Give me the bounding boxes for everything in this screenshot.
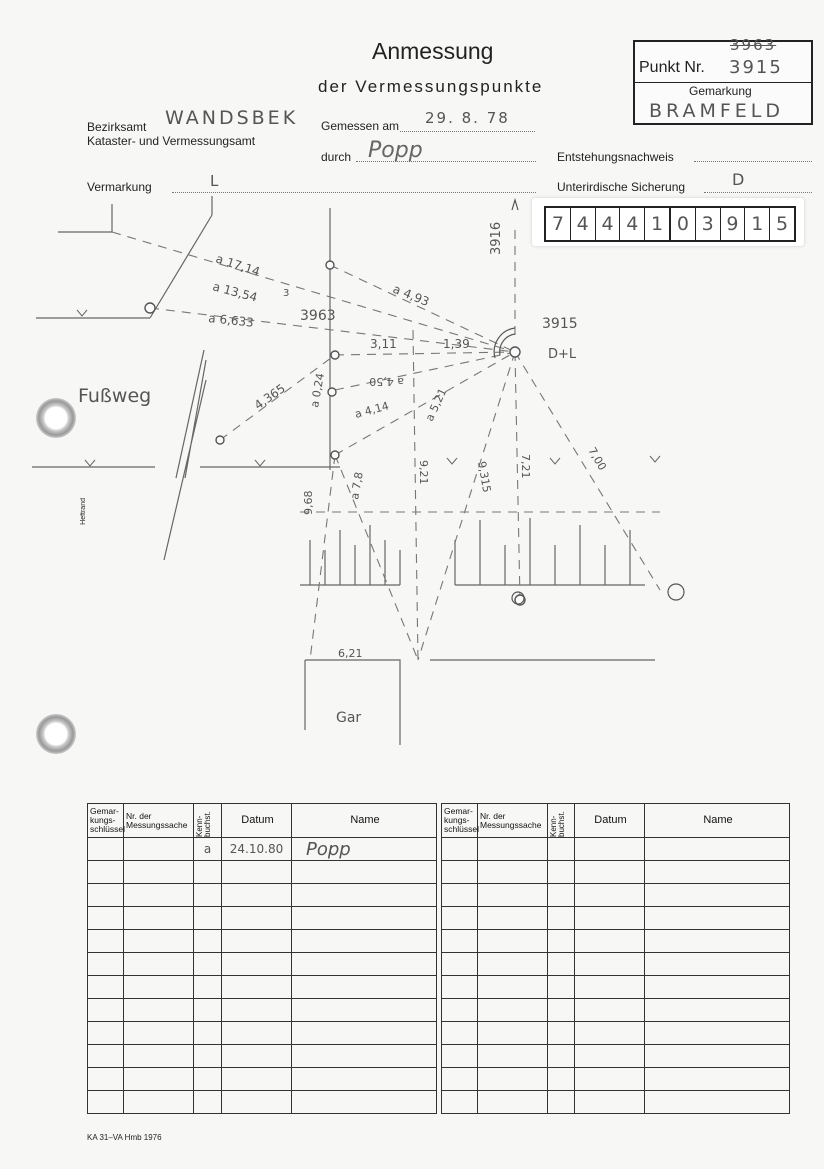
table-row-left [88, 976, 437, 999]
table-cell [575, 953, 645, 976]
table-cell [442, 930, 478, 953]
table-cell [478, 1022, 548, 1045]
col-kenn [194, 804, 222, 838]
table-cell [548, 1091, 575, 1114]
table-cell [292, 884, 437, 907]
measure-m9: a 4,50 [369, 375, 404, 388]
table-cell [575, 999, 645, 1022]
table-row-right [442, 1022, 790, 1045]
punkt-nr-value: 3915 [729, 57, 783, 78]
table-row-left [88, 1045, 437, 1068]
table-cell [88, 930, 124, 953]
table-cell [88, 1022, 124, 1045]
tie-line-1 [112, 232, 515, 352]
table-cell [575, 1045, 645, 1068]
col-name-r: Name [645, 804, 790, 838]
measure-m8: a 0,24 [308, 372, 327, 409]
table-cell [194, 1022, 222, 1045]
durch-label: durch [321, 150, 352, 164]
table-cell [292, 1045, 437, 1068]
table-cell [124, 907, 194, 930]
table-cell [124, 1022, 194, 1045]
table-cell [442, 1045, 478, 1068]
table-cell [292, 953, 437, 976]
table-cell [478, 884, 548, 907]
table-cell [478, 907, 548, 930]
col-gemarkung: Gemar-kungs-schlüssel [88, 804, 124, 838]
measure-m2: a 13,54 [211, 279, 259, 305]
col-datum-r: Datum [575, 804, 645, 838]
table-cell [88, 953, 124, 976]
table-cell [222, 976, 292, 999]
measure-m13: 9,315 [475, 460, 494, 494]
table-cell [222, 1068, 292, 1091]
north-arrow [512, 200, 518, 210]
table-row-left [88, 884, 437, 907]
table-cell [645, 884, 790, 907]
table-cell [548, 884, 575, 907]
table-cell [645, 907, 790, 930]
table-cell [194, 1045, 222, 1068]
table-cell [194, 1068, 222, 1091]
code-digit: 4 [570, 208, 595, 240]
table-cell [575, 884, 645, 907]
label-3963: 3963 [300, 308, 336, 324]
table-cell [194, 999, 222, 1022]
tick-marks [77, 310, 660, 466]
table-cell: 24.10.80 [222, 838, 292, 861]
table-left [87, 803, 437, 1114]
table-row-left [88, 953, 437, 976]
code-digit: 4 [595, 208, 620, 240]
table-cell [124, 930, 194, 953]
code-digit: 7 [551, 213, 564, 235]
code-digit: 9 [720, 208, 745, 240]
durch-signature: Popp [368, 138, 423, 163]
table-row-left [88, 999, 437, 1022]
measure-m12: 9,21 [417, 460, 430, 485]
point-corner-d [331, 451, 339, 459]
code-digit: 5 [769, 208, 794, 240]
table-cell [645, 930, 790, 953]
table-cell [124, 976, 194, 999]
table-cell [292, 976, 437, 999]
table-cell [478, 976, 548, 999]
table-cell [575, 838, 645, 861]
table-cell [88, 907, 124, 930]
table-cell [548, 930, 575, 953]
table-cell [478, 1045, 548, 1068]
table-cell [222, 1091, 292, 1114]
table-cell [222, 1045, 292, 1068]
table-cell [575, 1022, 645, 1045]
table-row-left [88, 838, 437, 861]
table-cell [292, 999, 437, 1022]
table-cell [88, 1091, 124, 1114]
table-cell [194, 1091, 222, 1114]
code-digit: 1 [744, 208, 769, 240]
table-cell [292, 861, 437, 884]
bezirksamt-label: Bezirksamt [87, 120, 147, 134]
col-name: Name [292, 804, 437, 838]
table-cell [194, 976, 222, 999]
table-cell [575, 930, 645, 953]
measure-m10: a 4,14 [353, 399, 391, 421]
table-cell [222, 930, 292, 953]
table-cell [88, 838, 124, 861]
point-corner-b [145, 303, 155, 313]
table-cell [292, 1022, 437, 1045]
table-cell [575, 861, 645, 884]
amt-label: Kataster- und Vermessungsamt [87, 134, 256, 148]
table-cell [442, 1091, 478, 1114]
table-cell [124, 999, 194, 1022]
gemarkung-value: BRAMFELD [649, 100, 785, 122]
table-cell [645, 976, 790, 999]
col-kenn-r [548, 804, 575, 838]
table-cell [222, 1022, 292, 1045]
measure-m15: 7,00 [585, 445, 609, 473]
label-3915: 3915 [542, 316, 578, 332]
table-cell [124, 953, 194, 976]
col-kenn-label: Kenn-buchst. [195, 811, 212, 837]
heftrand-label: Heftrand [80, 498, 87, 525]
entstehung-label: Entstehungsnachweis [557, 150, 674, 164]
sicherung-label: Unterirdische Sicherung [557, 180, 686, 194]
table-cell [124, 861, 194, 884]
table-cell [478, 930, 548, 953]
table-cell [124, 838, 194, 861]
code-digit: 3 [695, 208, 720, 240]
col-gemarkung-r: Gemar-kungs-schlüssel [442, 804, 478, 838]
form-subtitle: der Vermessungspunkte [318, 77, 544, 96]
vermarkung-value: L [210, 172, 221, 190]
table-cell [124, 884, 194, 907]
tree-icon [668, 584, 684, 600]
table-cell [548, 999, 575, 1022]
vermarkung-label: Vermarkung [87, 180, 152, 194]
tie-line-12 [310, 455, 335, 660]
table-cell [194, 930, 222, 953]
table-cell [548, 976, 575, 999]
measure-m16: 9,68 [302, 490, 315, 515]
fence-posts-left [310, 525, 400, 585]
table-cell [478, 1068, 548, 1091]
path-lines [164, 350, 206, 560]
table-cell [194, 953, 222, 976]
table-cell [442, 1068, 478, 1091]
tie-line-10 [515, 352, 660, 590]
punkt-nr-label: Punkt Nr. [639, 59, 705, 76]
table-cell [478, 953, 548, 976]
table-row-left [88, 1068, 437, 1091]
table-row-right [442, 861, 790, 884]
table-cell [645, 1045, 790, 1068]
table-cell [222, 999, 292, 1022]
table-cell [194, 884, 222, 907]
table-cell [442, 861, 478, 884]
measure-m4: a 4,93 [390, 281, 432, 309]
table-row-right [442, 907, 790, 930]
table-cell [442, 907, 478, 930]
measure-m5: 3,11 [370, 337, 397, 351]
table-cell [222, 953, 292, 976]
curb-line [150, 215, 212, 318]
table-row-left [88, 930, 437, 953]
table-row-left [88, 907, 437, 930]
table-cell [645, 838, 790, 861]
table-cell [222, 907, 292, 930]
table-cell [478, 838, 548, 861]
gemessen-date: 29. 8. 78 [425, 109, 510, 127]
measure-m6: 1,39 [443, 337, 470, 351]
form-title: Anmessung [372, 38, 494, 64]
table-row-right [442, 884, 790, 907]
label-dl: D+L [548, 347, 577, 362]
table-cell [478, 999, 548, 1022]
tie-line-7 [335, 352, 515, 455]
measure-m11: a 5,21 [422, 386, 450, 424]
tie-line-6 [335, 352, 515, 390]
table-cell [222, 861, 292, 884]
table-cell [292, 1091, 437, 1114]
table-cell [88, 1045, 124, 1068]
point-3915 [510, 347, 520, 357]
tie-line-4 [335, 352, 515, 355]
table-row-left [88, 1022, 437, 1045]
table-cell [124, 1068, 194, 1091]
table-cell [442, 1022, 478, 1045]
table-cell [575, 976, 645, 999]
table-cell [548, 907, 575, 930]
point-corner-c [328, 388, 336, 396]
label-3916: 3916 [489, 221, 504, 255]
sicherung-value: D [732, 170, 747, 189]
col-messungssache-r: Nr. der Messungssache [478, 804, 548, 838]
label-garage: Gar [336, 710, 362, 726]
table-row-right [442, 838, 790, 861]
code-digit: 4 [619, 208, 644, 240]
table-cell [442, 884, 478, 907]
label-fussweg: Fußweg [78, 385, 152, 407]
col-messungssache: Nr. der Messungssache [124, 804, 194, 838]
bezirksamt-value: WANDSBEK [165, 107, 299, 129]
tie-line-3 [330, 265, 515, 352]
table-cell [575, 1068, 645, 1091]
punkt-nr-old: 3963 [730, 36, 777, 54]
table-cell [124, 1091, 194, 1114]
table-cell [645, 1091, 790, 1114]
table-cell [442, 999, 478, 1022]
table-cell [194, 907, 222, 930]
table-row-right [442, 999, 790, 1022]
table-cell [88, 976, 124, 999]
gemarkung-label: Gemarkung [689, 84, 752, 98]
col-kenn-label-r: Kenn-buchst. [549, 811, 566, 837]
table-right [441, 803, 790, 1114]
tie-line-13 [335, 455, 418, 660]
measure-m14: 7,21 [519, 454, 532, 479]
measure-m3: a 6,633 [207, 311, 255, 330]
table-cell [645, 1022, 790, 1045]
table-cell [442, 953, 478, 976]
gemessen-label: Gemessen am [321, 119, 400, 133]
table-cell [478, 861, 548, 884]
form-footer: KA 31–VA Hmb 1976 [87, 1133, 162, 1142]
table-cell [575, 907, 645, 930]
building-corner-tl [58, 204, 112, 232]
code-digit: 1 [644, 208, 669, 240]
table-cell [548, 838, 575, 861]
table-cell [292, 1068, 437, 1091]
point-corner-e [216, 436, 224, 444]
code-digit: 0 [669, 208, 695, 240]
table-cell [222, 884, 292, 907]
garage-outline [305, 660, 655, 745]
table-cell [645, 999, 790, 1022]
table-cell [548, 1022, 575, 1045]
table-row-left [88, 861, 437, 884]
table-cell [478, 1091, 548, 1114]
fence-posts-right [455, 518, 630, 585]
table-cell [575, 1091, 645, 1114]
measure-m2b: 3 [283, 288, 290, 299]
table-row-right [442, 1045, 790, 1068]
point-3963 [331, 351, 339, 359]
table-row-right [442, 953, 790, 976]
table-cell [88, 884, 124, 907]
table-row-right [442, 1068, 790, 1091]
measure-m7: 4,365 [251, 381, 288, 413]
measure-m17: a 7,8 [348, 470, 366, 501]
table-cell [442, 838, 478, 861]
table-cell [88, 861, 124, 884]
table-cell [124, 1045, 194, 1068]
table-cell [548, 1068, 575, 1091]
table-cell [645, 953, 790, 976]
table-row-right [442, 1091, 790, 1114]
measure-m18: 6,21 [338, 647, 363, 660]
table-cell [194, 861, 222, 884]
table-cell [645, 861, 790, 884]
table-cell [88, 1068, 124, 1091]
table-cell [88, 999, 124, 1022]
table-cell [442, 976, 478, 999]
table-row-left [88, 1091, 437, 1114]
table-cell: a [194, 838, 222, 861]
measure-m1: a 17,14 [214, 251, 262, 279]
table-cell [645, 1068, 790, 1091]
table-row-right [442, 976, 790, 999]
table-cell [548, 861, 575, 884]
table-cell [292, 907, 437, 930]
tie-line-11 [413, 330, 418, 660]
table-cell [548, 1045, 575, 1068]
table-cell [548, 953, 575, 976]
table-cell: Popp [292, 838, 437, 861]
point-corner-a [326, 261, 334, 269]
col-datum: Datum [222, 804, 292, 838]
table-row-right [442, 930, 790, 953]
table-cell [292, 930, 437, 953]
